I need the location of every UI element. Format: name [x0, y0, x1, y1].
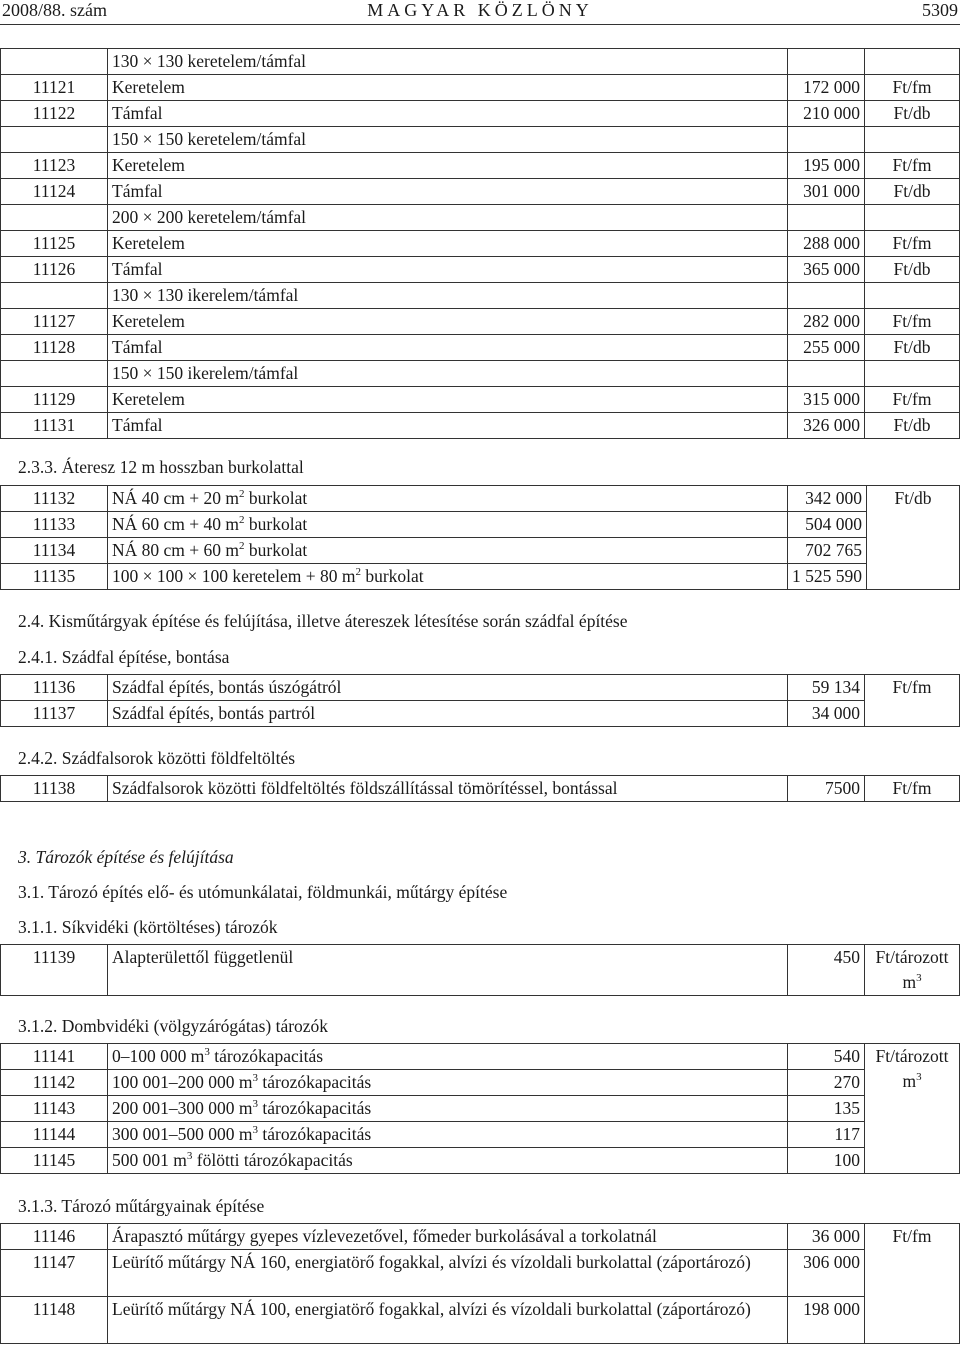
table-row	[1, 1096, 960, 1122]
item-unit: Ft/db	[867, 486, 960, 590]
item-code: 11147	[1, 1250, 108, 1297]
item-name: NÁ 40 cm + 20 $m^2$ burkolat	[108, 486, 788, 512]
item-code: 11144	[1, 1122, 108, 1148]
table-row	[1, 49, 960, 75]
section-3-heading: 3. Tározók építése és felújítása	[18, 847, 234, 867]
item-price: 306 000	[788, 1250, 865, 1297]
item-price: 315 000	[788, 387, 865, 413]
item-code	[1, 49, 108, 75]
table-row	[1, 1070, 960, 1096]
item-unit	[865, 283, 960, 309]
item-unit: Ft/fm	[865, 231, 960, 257]
item-unit: Ft/db	[865, 101, 960, 127]
superscript: 3	[252, 1124, 258, 1136]
table-row	[1, 127, 960, 153]
item-unit: Ft/fm	[865, 75, 960, 101]
sheet-pile-price-table	[0, 674, 960, 727]
item-unit: Ft/db	[865, 179, 960, 205]
item-code: 11148	[1, 1297, 108, 1344]
item-price: 135	[788, 1096, 865, 1122]
subgroup-title: 150 × 150 keretelem/támfal	[108, 127, 788, 153]
item-code	[1, 283, 108, 309]
table-row	[1, 512, 960, 538]
item-unit	[865, 127, 960, 153]
item-name: Támfal	[108, 179, 788, 205]
item-price: 301 000	[788, 179, 865, 205]
item-name: NÁ 60 cm + 40 $m^2$ burkolat	[108, 512, 788, 538]
table-row	[1, 701, 960, 727]
table-row	[1, 231, 960, 257]
item-name: Szádfal építés, bontás partról	[108, 701, 788, 727]
item-price: 100	[788, 1148, 865, 1174]
item-code: 11134	[1, 538, 108, 564]
superscript: 2	[239, 488, 245, 500]
table-row	[1, 205, 960, 231]
item-price: 198 000	[788, 1297, 865, 1344]
item-code: 11143	[1, 1096, 108, 1122]
item-price: 255 000	[788, 335, 865, 361]
item-price: 210 000	[788, 101, 865, 127]
item-code: 11121	[1, 75, 108, 101]
table-row	[1, 1297, 960, 1344]
item-name: Keretelem	[108, 309, 788, 335]
table-row	[1, 387, 960, 413]
table-row	[1, 1224, 960, 1250]
table-row	[1, 776, 960, 802]
section-3-1-3-heading: 3.1.3. Tározó műtárgyainak építése	[18, 1196, 265, 1216]
subgroup-title: 150 × 150 ikerelem/támfal	[108, 361, 788, 387]
item-code: 11137	[1, 701, 108, 727]
item-name: 0–100 000 $m^3$ tározókapacitás	[108, 1044, 788, 1070]
item-name: 300 001–500 000 $m^3$ tározókapacitás	[108, 1122, 788, 1148]
table-row	[1, 361, 960, 387]
reservoir-structure-table	[0, 1223, 960, 1344]
item-code: 11125	[1, 231, 108, 257]
item-code: 11129	[1, 387, 108, 413]
item-unit: Ft/fm	[865, 309, 960, 335]
item-price	[788, 205, 865, 231]
item-code: 11126	[1, 257, 108, 283]
superscript: 2	[239, 514, 245, 526]
table-row	[1, 675, 960, 701]
item-name: Árapasztó műtárgy gyepes vízlevezetővel, főmeder burkolásával a torkolatnál	[108, 1224, 788, 1250]
item-name: Támfal	[108, 101, 788, 127]
superscript: 3	[186, 1150, 193, 1162]
table-row	[1, 564, 960, 590]
item-name: Támfal	[108, 335, 788, 361]
item-name: 100 001–200 000 $m^3$ tározókapacitás	[108, 1070, 788, 1096]
item-unit: Ft/fm	[865, 153, 960, 179]
item-price: 195 000	[788, 153, 865, 179]
item-price: 34 000	[788, 701, 865, 727]
item-price: 59 134	[788, 675, 865, 701]
item-code	[1, 205, 108, 231]
superscript: 2	[239, 540, 245, 552]
item-price: 1 525 590	[788, 564, 867, 590]
superscript: 3	[916, 972, 922, 984]
subgroup-title: 200 × 200 keretelem/támfal	[108, 205, 788, 231]
header-rule	[0, 24, 960, 25]
item-code: 11139	[1, 945, 108, 996]
item-code	[1, 127, 108, 153]
table-row	[1, 1148, 960, 1174]
item-name: NÁ 80 cm + 60 $m^2$ burkolat	[108, 538, 788, 564]
table-row	[1, 486, 960, 512]
item-price: 365 000	[788, 257, 865, 283]
item-code: 11146	[1, 1224, 108, 1250]
item-price: 702 765	[788, 538, 867, 564]
section-3-1-heading: 3.1. Tározó építés elő- és utómunkálatai, földmunkái, műtárgy építése	[18, 882, 508, 902]
item-name: Keretelem	[108, 387, 788, 413]
item-name: Alapterülettől függetlenül	[108, 945, 788, 996]
issue-number: 2008/88. szám	[2, 0, 107, 20]
item-unit: Ft/db	[865, 413, 960, 439]
section-3-1-2-heading: 3.1.2. Dombvidéki (völgyzárógátas) tározók	[18, 1016, 329, 1036]
item-name: Támfal	[108, 257, 788, 283]
table-row	[1, 538, 960, 564]
item-unit: Ft/db	[865, 335, 960, 361]
section-2-4-2-heading: 2.4.2. Szádfalsorok közötti földfeltöltés	[18, 748, 296, 768]
item-name: 500 001 $m^3$ fölötti tározókapacitás	[108, 1148, 788, 1174]
item-price: 282 000	[788, 309, 865, 335]
superscript: 3	[252, 1072, 258, 1084]
section-2-4-1-heading: 2.4.1. Szádfal építése, bontása	[18, 647, 230, 667]
item-price	[788, 283, 865, 309]
superscript: 3	[252, 1098, 258, 1110]
item-name: Leürítő műtárgy NÁ 160, energiatörő fogakkal, alvízi és vízoldali burkolattal (záportározó)	[108, 1250, 788, 1297]
table-row	[1, 335, 960, 361]
subgroup-title: 130 × 130 ikerelem/támfal	[108, 283, 788, 309]
item-unit	[865, 205, 960, 231]
item-code: 11145	[1, 1148, 108, 1174]
item-name: Leürítő műtárgy NÁ 100, energiatörő fogakkal, alvízi és vízoldali burkolattal (záportározó)	[108, 1297, 788, 1344]
item-name: Keretelem	[108, 153, 788, 179]
item-price: 270	[788, 1070, 865, 1096]
item-code: 11138	[1, 776, 108, 802]
superscript: 3	[916, 1071, 922, 1083]
item-unit	[865, 49, 960, 75]
item-code: 11128	[1, 335, 108, 361]
table-row	[1, 945, 960, 996]
item-unit: Ft/fm	[865, 1224, 960, 1344]
superscript: 2	[355, 566, 361, 578]
table-row	[1, 179, 960, 205]
item-price	[788, 361, 865, 387]
subgroup-title: 130 × 130 keretelem/támfal	[108, 49, 788, 75]
item-price: 172 000	[788, 75, 865, 101]
retaining-wall-price-table	[0, 48, 960, 439]
item-code: 11133	[1, 512, 108, 538]
publication-title: MAGYAR KÖZLÖNY	[367, 0, 593, 20]
item-price	[788, 49, 865, 75]
item-price: 117	[788, 1122, 865, 1148]
page-header	[0, 0, 960, 24]
table-row	[1, 309, 960, 335]
item-code: 11122	[1, 101, 108, 127]
item-code: 11131	[1, 413, 108, 439]
item-price: 326 000	[788, 413, 865, 439]
table-row	[1, 257, 960, 283]
item-unit: Ft/fm	[865, 675, 960, 727]
table-row	[1, 75, 960, 101]
item-price: 450	[788, 945, 865, 996]
item-name: Keretelem	[108, 231, 788, 257]
item-price: 288 000	[788, 231, 865, 257]
item-unit: Ft/fm	[865, 387, 960, 413]
item-unit: Ft/fm	[865, 776, 960, 802]
lowland-reservoir-table	[0, 944, 960, 996]
item-price: 504 000	[788, 512, 867, 538]
item-code: 11141	[1, 1044, 108, 1070]
item-price: 36 000	[788, 1224, 865, 1250]
item-price: 342 000	[788, 486, 867, 512]
superscript: 3	[204, 1046, 210, 1058]
culvert-price-table	[0, 485, 960, 590]
section-2-3-3-heading: 2.3.3. Áteresz 12 m hosszban burkolattal	[18, 457, 304, 477]
item-price	[788, 127, 865, 153]
item-name: Támfal	[108, 413, 788, 439]
section-2-4-heading: 2.4. Kisműtárgyak építése és felújítása, illetve átereszek létesítése során szádfal építése	[18, 611, 628, 631]
item-price: 7500	[788, 776, 865, 802]
table-row	[1, 1122, 960, 1148]
item-code: 11136	[1, 675, 108, 701]
table-row	[1, 283, 960, 309]
item-code: 11132	[1, 486, 108, 512]
item-name: Szádfal építés, bontás úszógátról	[108, 675, 788, 701]
item-name: Szádfalsorok közötti földfeltöltés földszállítással tömörítéssel, bontással	[108, 776, 788, 802]
table-row	[1, 101, 960, 127]
section-3-1-1-heading: 3.1.1. Síkvidéki (körtöltéses) tározók	[18, 917, 278, 937]
item-name: 100 × 100 × 100 keretelem + 80 $m^2$ burkolat	[108, 564, 788, 590]
item-code: 11142	[1, 1070, 108, 1096]
item-code: 11124	[1, 179, 108, 205]
item-code	[1, 361, 108, 387]
item-code: 11123	[1, 153, 108, 179]
table-row	[1, 153, 960, 179]
item-code: 11127	[1, 309, 108, 335]
page-number: 5309	[922, 0, 958, 20]
fill-price-table	[0, 775, 960, 802]
table-row	[1, 413, 960, 439]
item-name: 200 001–300 000 $m^3$ tározókapacitás	[108, 1096, 788, 1122]
item-unit: Ft/db	[865, 257, 960, 283]
hill-reservoir-table	[0, 1043, 960, 1174]
item-code: 11135	[1, 564, 108, 590]
item-name: Keretelem	[108, 75, 788, 101]
item-unit: Ft/tározott $m^3$	[865, 1044, 960, 1174]
item-price: 540	[788, 1044, 865, 1070]
item-unit	[865, 361, 960, 387]
table-row	[1, 1250, 960, 1297]
table-row	[1, 1044, 960, 1070]
item-unit: Ft/tározott $m^3$	[865, 945, 960, 996]
